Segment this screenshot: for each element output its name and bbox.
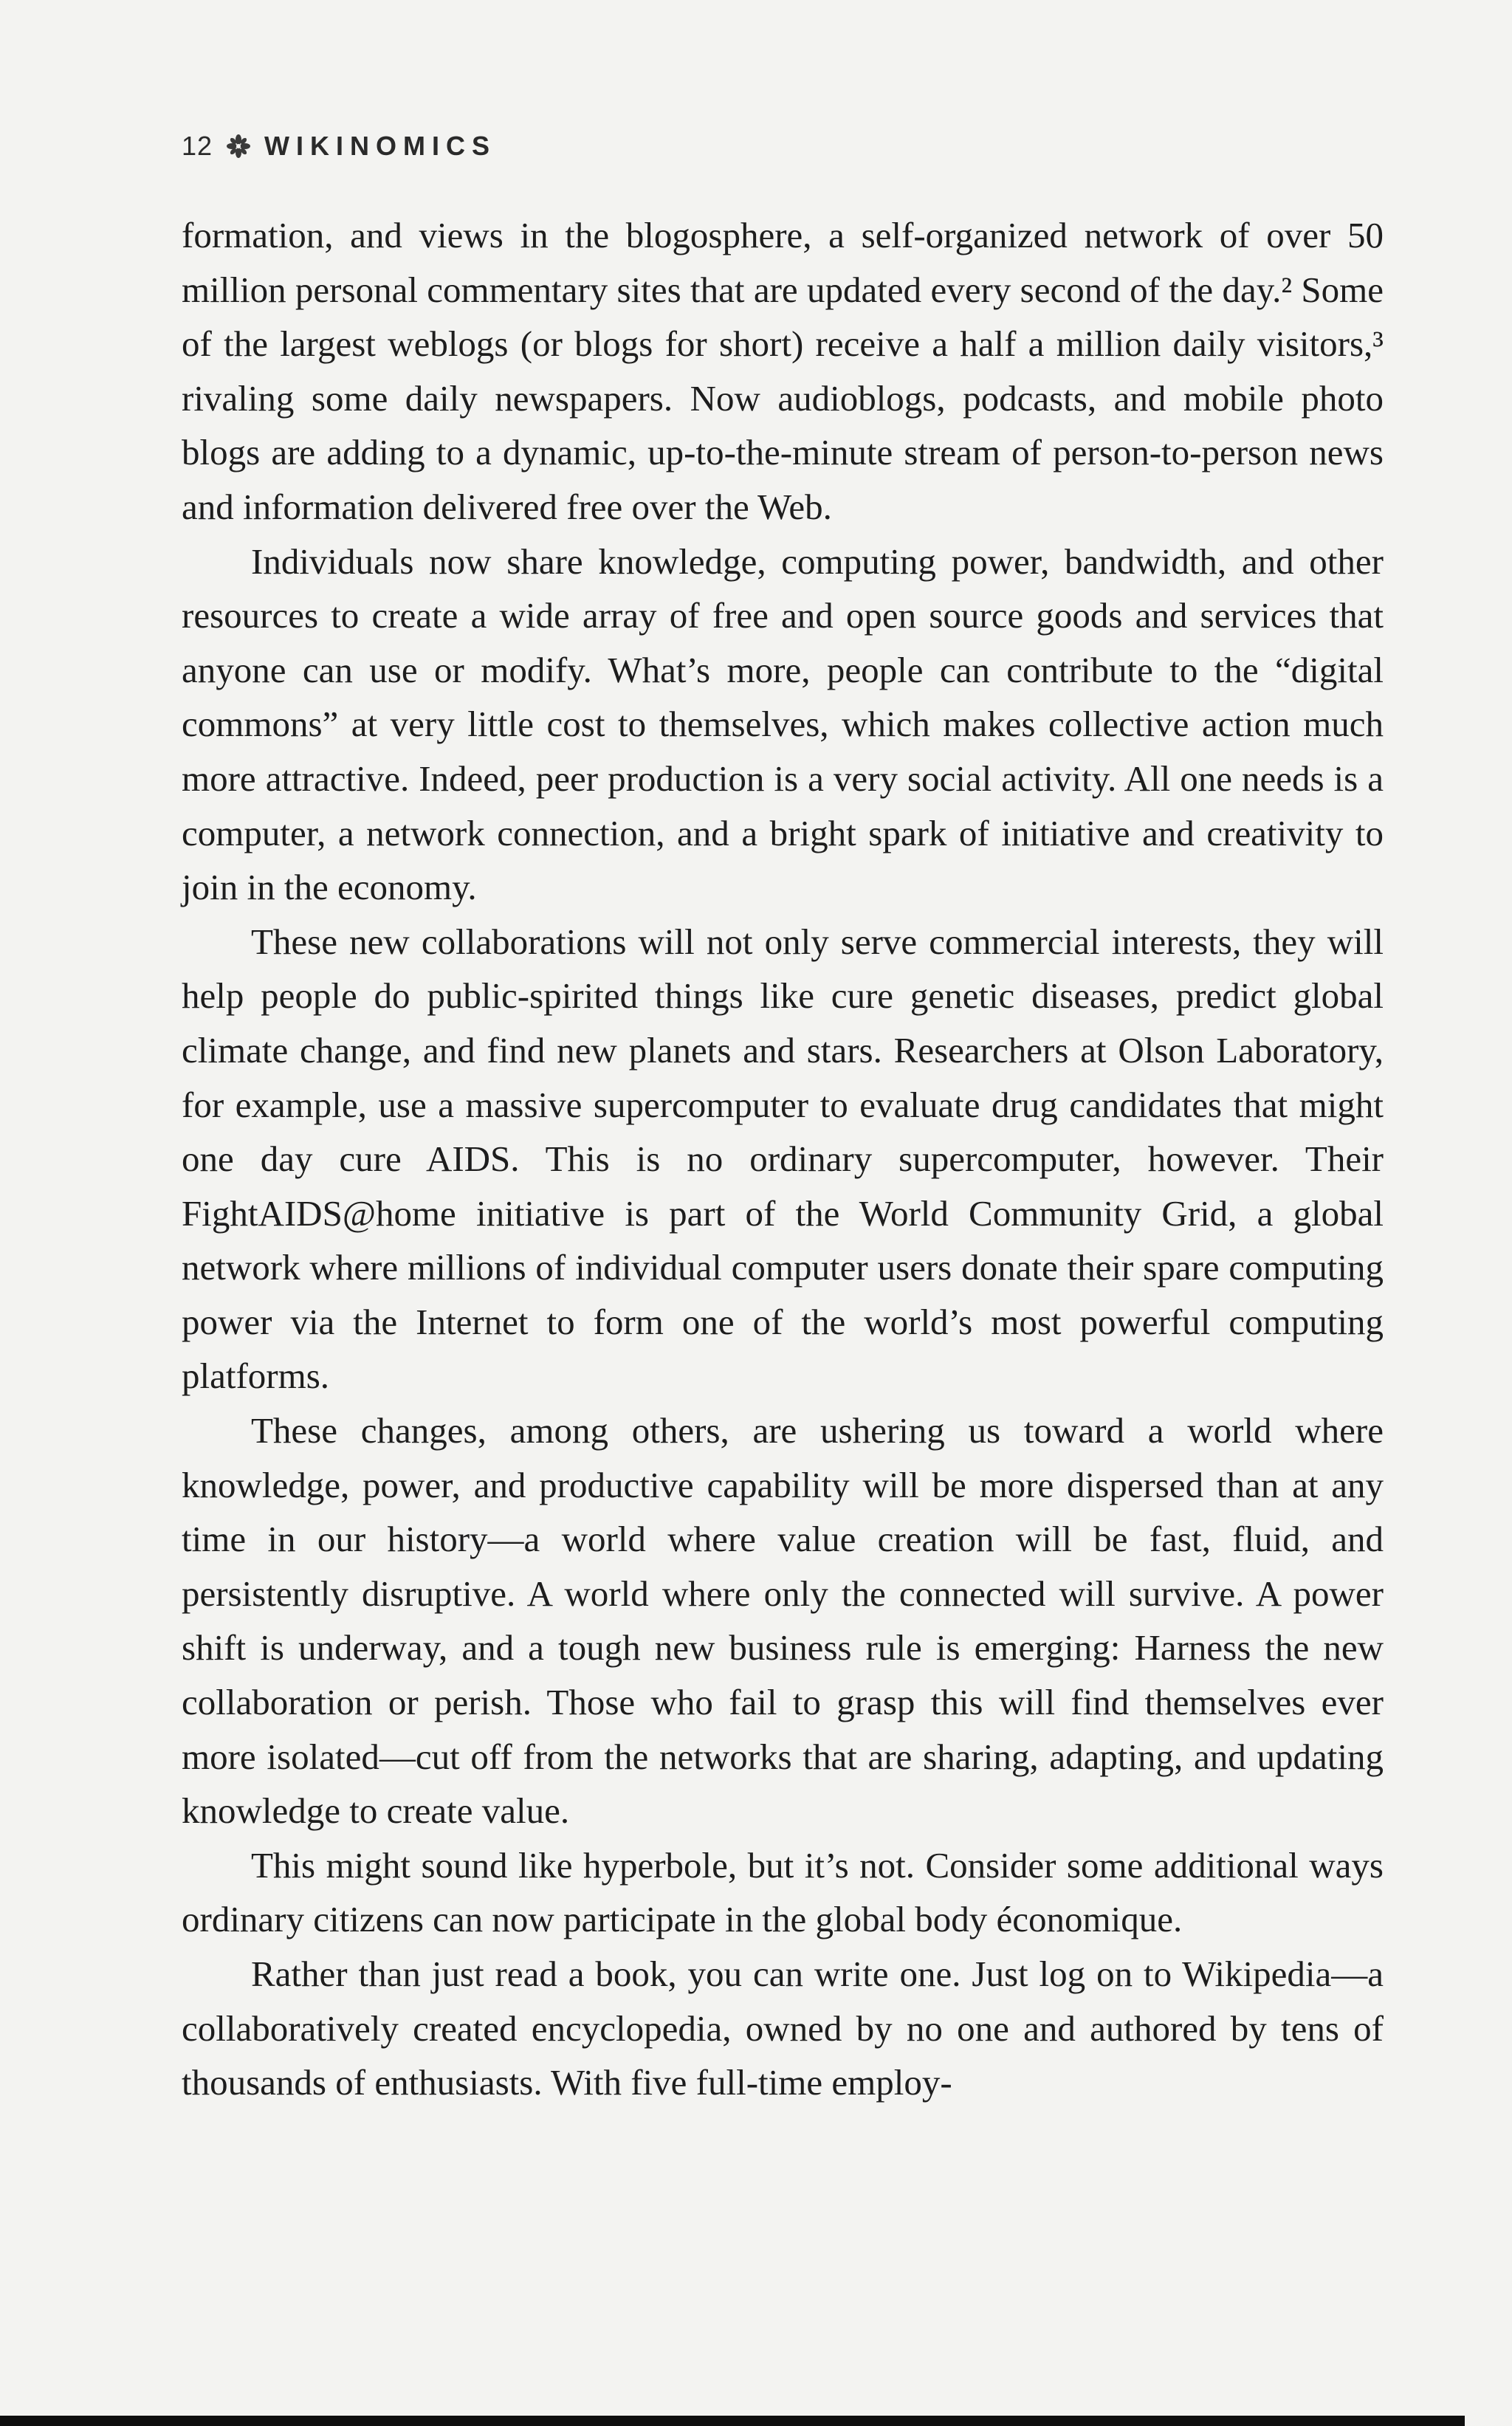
page-header: [182, 124, 496, 168]
leaf-ornament-icon: [226, 134, 251, 159]
paragraph: formation, and views in the blogosphere, a self-organized network of over 50 million personal commentary sites that are updated every second of the day.² Some of the largest weblogs (or blogs for short) receive a half a million daily visitors,³ rivaling some daily newspapers. Now audioblogs, podcasts, and mobile photo blogs are adding to a dynamic, up-to-the-minute stream of person-to-person news and information delivered free over the Web.: [182, 215, 1384, 527]
paragraph: These new collaborations will not only serve commercial interests, they will help people do public-spirited things like cure genetic diseases, predict global climate change, and find new planets and stars. Researchers at Olson Laboratory, for example, use a massive supercomputer to evaluate drug candidates that might one day cure AIDS. This is no ordinary supercomputer, however. Their FightAIDS@home initiative is part of the World Community Grid, a global network where millions of individual computer users donate their spare computing power via the Internet to form one of the world’s most powerful computing platforms.: [182, 921, 1384, 1397]
scan-edge: [0, 2416, 1465, 2426]
paragraph: Individuals now share knowledge, computing power, bandwidth, and other resources to create a wide array of free and open source goods and services that anyone can use or modify. What’s more, people can contribute to the “digital commons” at very little cost to themselves, which makes collective action much more attractive. Indeed, peer production is a very social activity. All one needs is a computer, a network connection, and a bright spark of initiative and creativity to join in the economy.: [182, 540, 1384, 908]
page-number: 12: [182, 131, 213, 161]
running-head: WIKINOMICS: [264, 131, 497, 161]
paragraph: Rather than just read a book, you can write one. Just log on to Wikipedia—a collaboratively created encyclopedia, owned by no one and authored by tens of thousands of enthusiasts. With five full-time employ-: [182, 1953, 1384, 2103]
paragraph: These changes, among others, are ushering us toward a world where knowledge, power, and productive capability will be more dispersed than at any time in our history—a world where value creation will be fast, fluid, and persistently disruptive. A world where only the connected will survive. A power shift is underway, and a tough new business rule is emerging: Harness the new collaboration or perish. Those who fail to grasp this will find themselves ever more isolated—cut off from the networks that are sharing, adapting, and updating knowledge to create value.: [182, 1410, 1384, 1832]
paragraph: This might sound like hyperbole, but it’s not. Consider some additional ways ordinary citizens can now participate in the global body économique.: [182, 1844, 1384, 1940]
body-text: [182, 208, 1384, 2110]
